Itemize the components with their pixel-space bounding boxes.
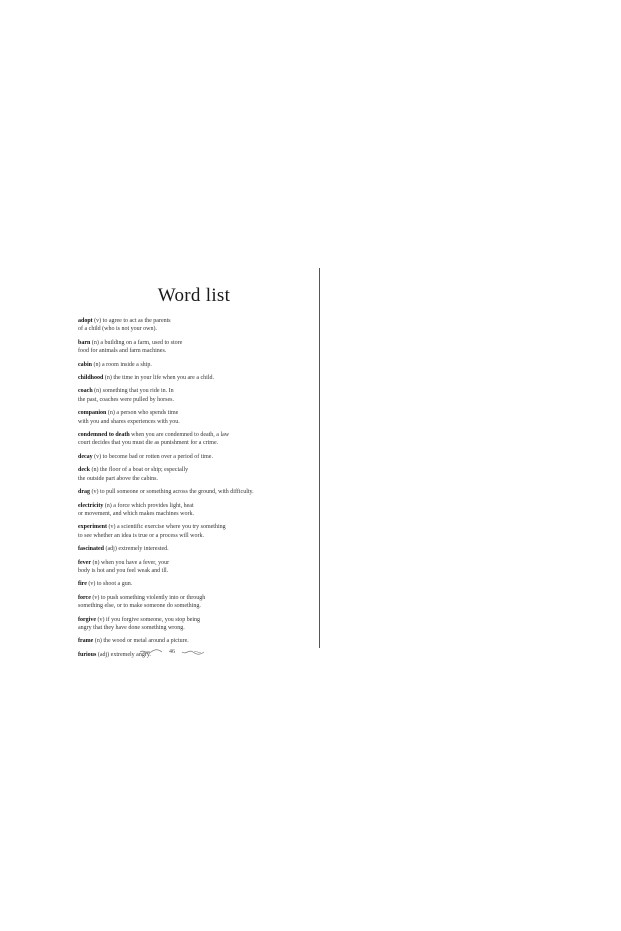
entry-word: barn (78, 339, 91, 346)
entry-line (78, 339, 310, 347)
entry-word: furious (78, 651, 97, 658)
entry-word: adopt (78, 318, 93, 324)
page-title: Word list (157, 285, 231, 306)
entry-word: companion (78, 410, 107, 417)
entry-line (78, 616, 310, 624)
entry-line (78, 545, 310, 553)
glossary-entry (78, 545, 310, 553)
entry-line (78, 431, 310, 439)
flourish-right-icon (181, 648, 205, 656)
entry-word: electricity (78, 502, 104, 509)
entry-line (78, 475, 310, 483)
entry-word: frame (78, 638, 94, 645)
glossary-entry (78, 453, 310, 461)
glossary-entry (78, 409, 310, 426)
entry-line (78, 594, 310, 602)
glossary-entry (78, 637, 310, 645)
word-list-left (78, 317, 310, 664)
entry-word: condemned to death (78, 432, 130, 439)
right-page (311, 0, 621, 931)
entry-word: fascinated (78, 546, 104, 553)
entry-definition: of a child (who is not your own). (78, 326, 157, 333)
entry-definition: (v) if you forgive someone, you stop being (96, 616, 201, 623)
entry-line (78, 418, 310, 426)
entry-definition: (v) to shoot a gun. (86, 581, 133, 588)
glossary-entry (78, 431, 310, 448)
glossary-entry (78, 594, 310, 611)
entry-word: experiment (78, 524, 107, 531)
entry-definition: to see whether an idea is true or a process will work. (78, 532, 204, 539)
entry-definition: the past, coaches were pulled by horses. (78, 396, 174, 403)
entry-definition: (n) the time in your life when you are a child. (103, 375, 214, 382)
entry-word: fire (78, 581, 87, 588)
glossary-entry (78, 374, 310, 382)
entry-definition: or movement, and which makes machines work. (78, 510, 194, 517)
entry-definition: (n) a room inside a ship. (92, 361, 152, 368)
entry-definition: (n) a person who spends time (106, 410, 179, 417)
glossary-entry (78, 387, 310, 404)
glossary-entry (78, 502, 310, 519)
glossary-entry (78, 580, 310, 588)
entry-definition: court decides that you must die as punishment for a crime. (78, 440, 219, 447)
entry-definition: (n) when you have a fever, your (91, 559, 170, 566)
entry-word: decay (78, 453, 93, 460)
entry-definition: angry that they have done something wrong. (78, 624, 185, 631)
entry-definition: food for animals and farm machines. (78, 348, 167, 355)
glossary-entry (78, 339, 310, 356)
entry-definition: (n) a force which provides light, heat (103, 502, 194, 509)
entry-word: drag (78, 489, 90, 496)
entry-definition: (v) to pull someone or something across the ground, with difficulty. (90, 489, 254, 496)
entry-line (78, 439, 310, 447)
glossary-entry (78, 361, 310, 369)
glossary-entry (78, 317, 310, 334)
glossary-entry (78, 616, 310, 633)
entry-definition: (n) something that you ride in. In (92, 388, 174, 395)
entry-word: force (78, 594, 91, 601)
entry-line (78, 317, 310, 325)
entry-definition: (adj) extremely angry. (96, 651, 151, 658)
entry-definition: (adj) extremely interested. (104, 546, 169, 553)
entry-line (78, 387, 310, 395)
entry-line (78, 396, 310, 404)
entry-line (78, 347, 310, 355)
entry-definition: body is hot and you feel weak and ill. (78, 567, 169, 574)
entry-line (78, 361, 310, 369)
entry-word: childhood (78, 375, 104, 382)
entry-word: forgive (78, 616, 96, 623)
glossary-entry (78, 523, 310, 540)
glossary-entry (78, 559, 310, 576)
glossary-entry (78, 488, 310, 496)
page-footer-left (132, 646, 212, 658)
entry-line (78, 510, 310, 518)
entry-line (78, 532, 310, 540)
entry-line (78, 624, 310, 632)
entry-line (78, 637, 310, 645)
entry-line (78, 580, 310, 588)
entry-line (78, 567, 310, 575)
entry-line (78, 502, 310, 510)
entry-line (78, 488, 310, 496)
entry-definition: with you and shares experiences with you. (78, 418, 180, 425)
left-page (0, 0, 310, 931)
entry-line (78, 559, 310, 567)
entry-line (78, 466, 310, 474)
entry-definition: when you are condemned to death, a law (129, 432, 230, 439)
entry-definition: (v) a scientific exercise where you try something (107, 524, 226, 531)
entry-definition: something else, or to make someone do something. (78, 603, 201, 610)
glossary-entry (78, 466, 310, 483)
entry-line (78, 453, 310, 461)
entry-definition: (v) to agree to act as the parents (92, 318, 171, 324)
entry-line (78, 325, 310, 333)
entry-line (78, 602, 310, 610)
entry-word: cabin (78, 361, 93, 368)
entry-definition: (n) the wood or metal around a picture. (93, 638, 189, 645)
entry-definition: (n) a building on a farm, used to store (90, 339, 183, 346)
entry-definition: the outside part above the cabins. (78, 475, 158, 482)
entry-definition: (v) to push something violently into or through (90, 594, 206, 601)
page-number-left: 46 (169, 649, 175, 655)
entry-line (78, 374, 310, 382)
entry-definition: (v) to become bad or rotten over a period of time. (92, 453, 213, 460)
entry-line (78, 409, 310, 417)
entry-word: fever (78, 559, 91, 566)
entry-line (78, 523, 310, 531)
flourish-left-icon (139, 648, 163, 656)
entry-word: deck (78, 467, 90, 474)
entry-definition: (n) the floor of a boat or ship; especially (90, 467, 189, 474)
entry-word: coach (78, 388, 93, 395)
